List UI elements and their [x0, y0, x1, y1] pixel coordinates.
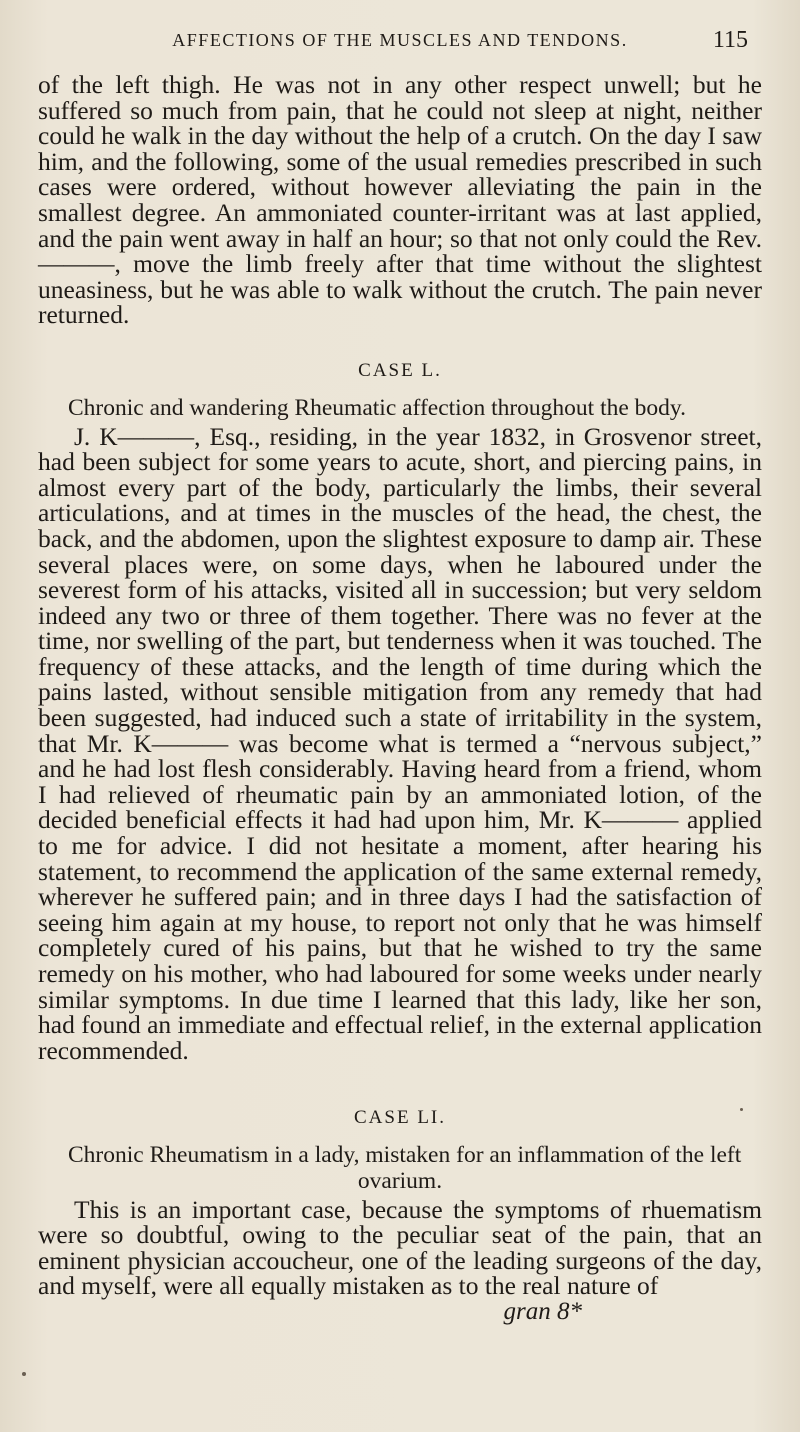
intro-paragraph: of the left thigh. He was not in any other respect unwell; but he suffered so much from pain, that he could not sleep at night, neither could he walk in the day without the help of a crutch. On the day I saw him, and the following, some of the usual remedies prescribed in such cases were ordered, without however alleviating the pain in the smallest degree. An ammoniated counter-irritant was at last applied, and the pain went away in half an hour; so that not only could the Rev. ———, move the limb freely after that time without the slightest uneasiness, but he was able to walk without the crutch. The pain never returned. [38, 70, 762, 330]
case-li-subtitle-line2: ovarium. [357, 1167, 443, 1194]
catchword: gran 8* [503, 1297, 582, 1325]
running-head [38, 20, 762, 72]
page-number: 115 [712, 27, 748, 53]
case-li-heading: CASE LI. [354, 1107, 446, 1129]
case-li-subtitle [38, 1143, 762, 1194]
case-l-subtitle: Chronic and wandering Rheumatic affection throughout the body. [68, 394, 687, 421]
case-l-paragraph: J. K———, Esq., residing, in the year 1832, in Grosvenor street, had been subject for some years to acute, short, and piercing pains, in almost every part of the body, particularly the limbs, their several articulations, and at times in the muscles of the head, the chest, the back, and the abdomen, upon the slightest exposure to damp air. These several places were, on some days, when he laboured under the severest form of his attacks, visited all in succession; but very seldom indeed any two or three of them together. There was no fever at the time, nor swelling of the part, but tenderness when it was touched. The frequency of these attacks, and the length of time during which the pains lasted, without sensible mitigation from any remedy that had been suggested, had induced such a state of irritability in the system, that Mr. K——— was become what is termed a “nervous subject,” and he had lost flesh considerably. Having heard from a friend, whom I had relieved of rheumatic pain by an ammoniated lotion, of the decided beneficial effects it had had upon him, Mr. K——— applied to me for advice. I did not hesitate a moment, after hearing his statement, to recommend the application of the same external remedy, wherever he suffered pain; and in three days I had the satisfaction of seeing him again at my house, to report not only that he was himself completely cured of his pains, but that he wished to try the same remedy on his mother, who had laboured for some weeks under nearly similar symptoms. In due time I learned that this lady, like her son, had found an immediate and effectual relief, in the external application recommended. [38, 421, 762, 1065]
paper-speck [740, 1108, 743, 1111]
case-li-paragraph: This is an important case, because the symptoms of rhuematism were so doubtful, owing to the peculiar seat of the pain, that an eminent physician accoucheur, one of the leading surgeons of the day, and myself, were all equally mistaken as to the real nature of [38, 1194, 762, 1301]
paper-speck [22, 1372, 26, 1376]
running-title: AFFECTIONS OF THE MUSCLES AND TENDONS. [172, 30, 628, 50]
case-l-heading: CASE L. [358, 359, 442, 381]
case-li-subtitle-line1: Chronic Rheumatism in a lady, mistaken for an inflammation of the left [68, 1142, 742, 1169]
